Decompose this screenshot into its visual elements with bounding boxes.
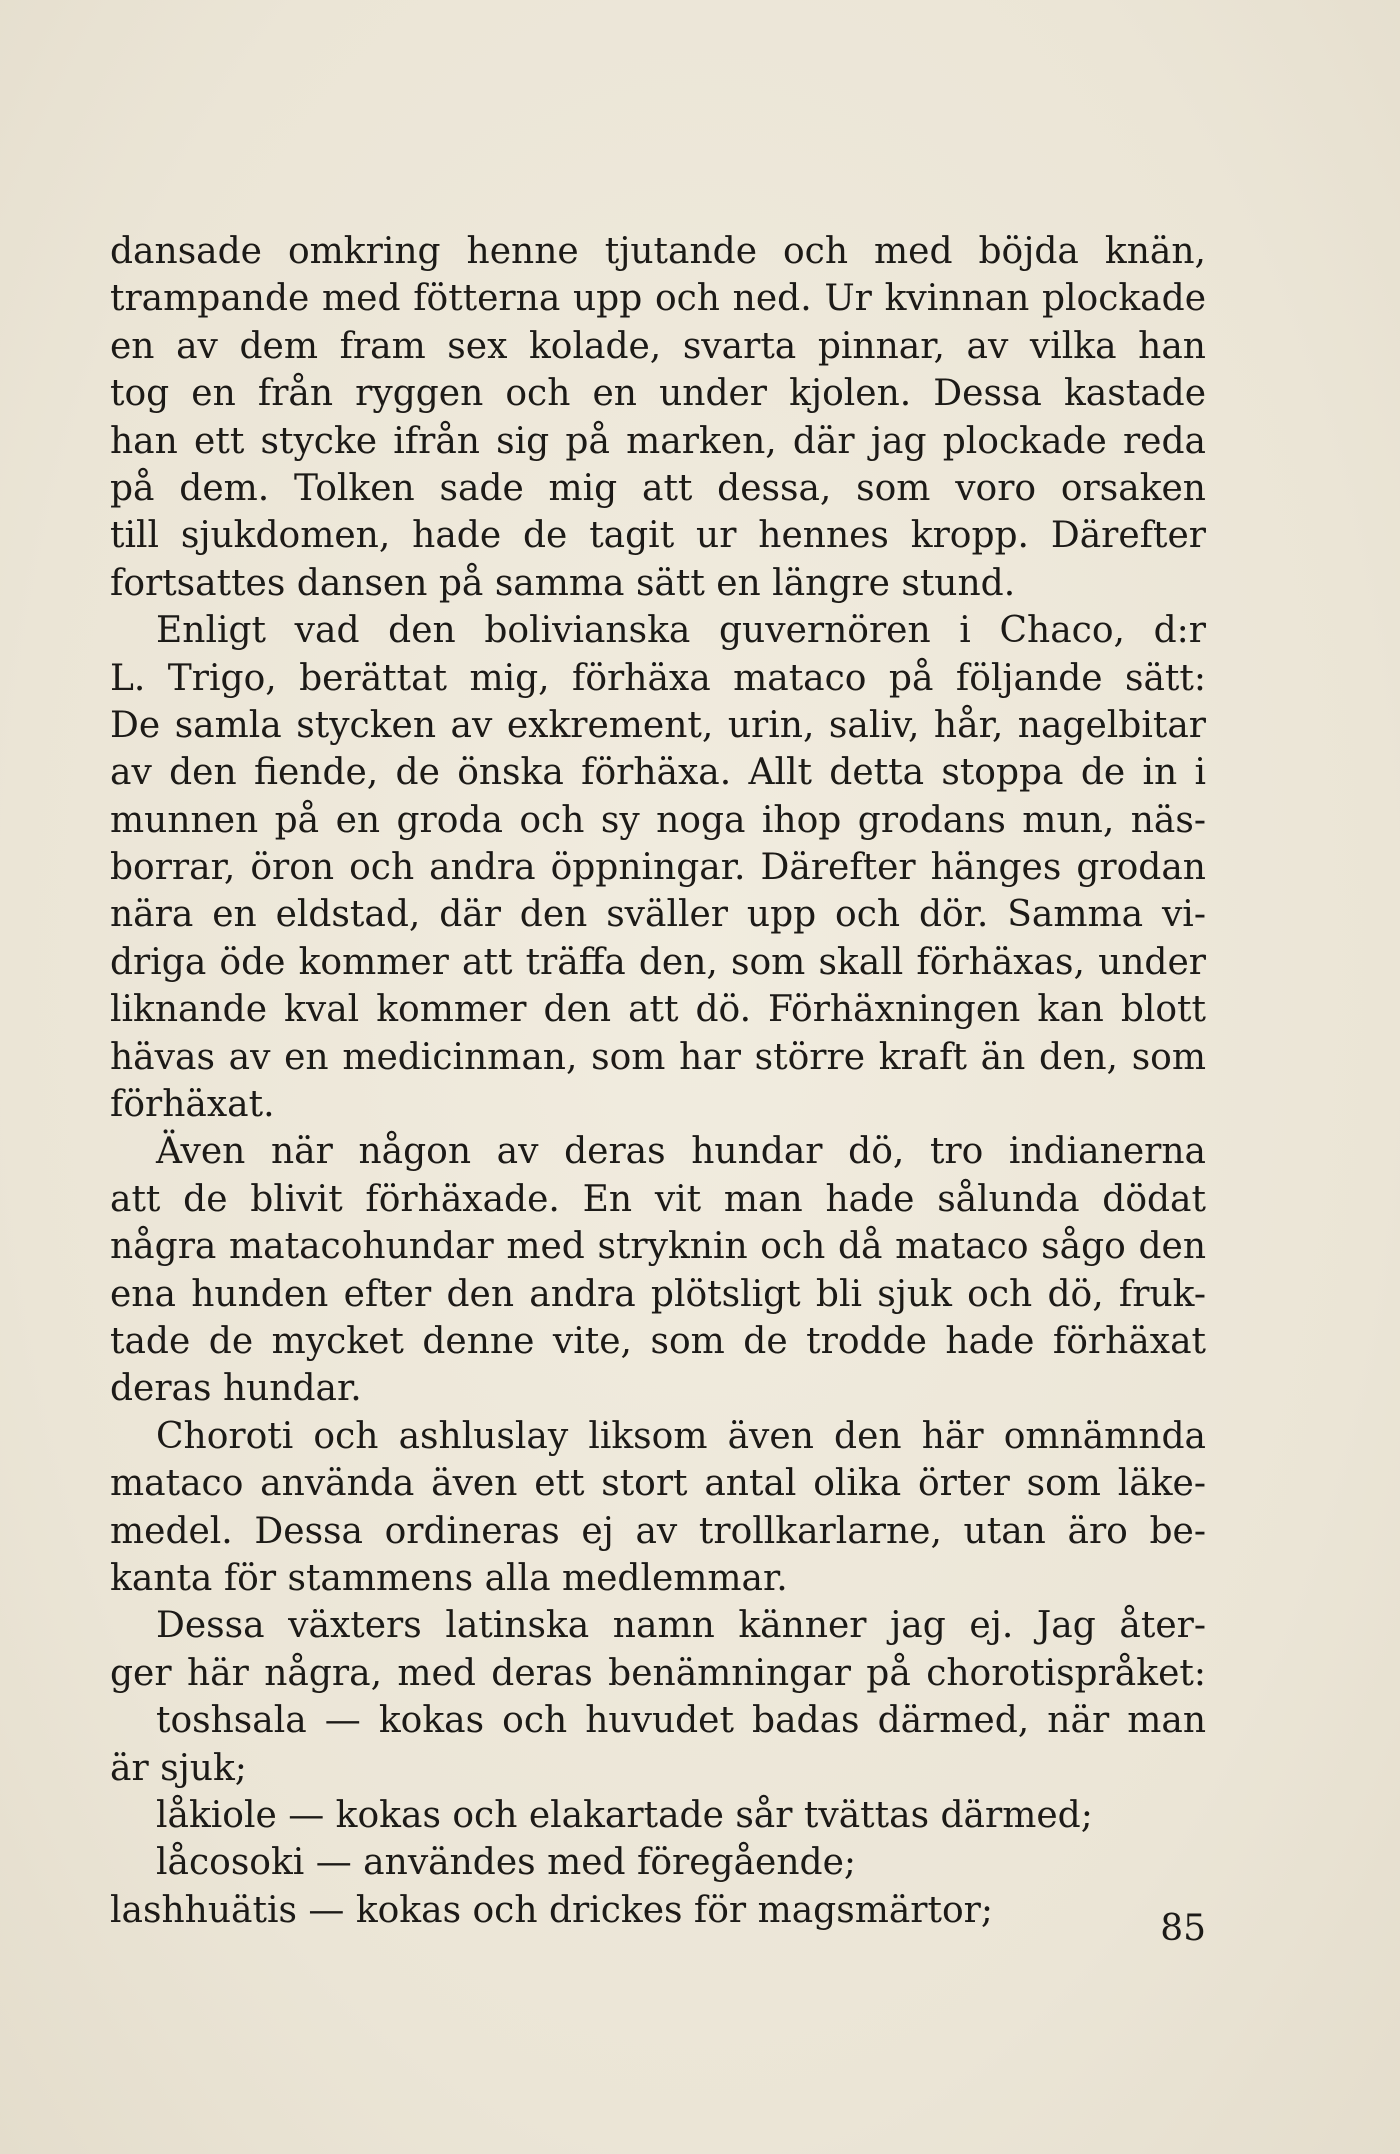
list-entry-line: låkiole — kokas och elakartade sår tvättas därmed;: [156, 1794, 1093, 1836]
text-line: en av dem fram sex kolade, svarta pinnar, av vilka han: [110, 325, 1206, 367]
text-line: medel. Dessa ordineras ej av trollkarlarne, utan äro be-: [110, 1510, 1206, 1552]
text-line: liknande kval kommer den att dö. Förhäxningen kan blott: [110, 989, 1206, 1031]
text-line: fortsattes dansen på samma sätt en längre stund.: [110, 562, 1016, 604]
list-entry-line: låcosoki — användes med föregående;: [156, 1842, 856, 1884]
list-entry-line: toshsala — kokas och huvudet badas därmed, när man: [156, 1700, 1206, 1742]
list-entry-line: lashhuätis — kokas och drickes för magsmärtor;: [110, 1889, 993, 1931]
text-line: driga öde kommer att träffa den, som skall förhäxas, under: [110, 941, 1206, 983]
text-line: mataco använda även ett stort antal olika örter som läke-: [110, 1463, 1206, 1505]
paragraph-start-line: Choroti och ashluslay liksom även den här omnämnda: [156, 1415, 1206, 1457]
text-line: trampande med fötterna upp och ned. Ur kvinnan plockade: [110, 278, 1206, 320]
text-line: ena hunden efter den andra plötsligt bli sjuk och dö, fruk-: [110, 1273, 1206, 1315]
text-line: tog en från ryggen och en under kjolen. Dessa kastade: [110, 373, 1206, 415]
paragraph-start-line: Enligt vad den bolivianska guvernören i Chaco, d:r: [156, 610, 1206, 652]
text-line: dansade omkring henne tjutande och med böjda knän,: [110, 231, 1206, 272]
text-line: av den fiende, de önska förhäxa. Allt detta stoppa de in i: [110, 752, 1206, 794]
text-line: förhäxat.: [110, 1084, 275, 1126]
text-line: ger här några, med deras benämningar på chorotispråket:: [110, 1652, 1206, 1694]
paragraph-start-line: Även när någon av deras hundar dö, tro indianerna: [156, 1131, 1206, 1173]
body-text: [110, 228, 1206, 1934]
text-line: på dem. Tolken sade mig att dessa, som voro orsaken: [110, 467, 1206, 509]
text-line: deras hundar.: [110, 1368, 362, 1410]
text-line: att de blivit förhäxade. En vit man hade sålunda dödat: [110, 1178, 1206, 1220]
text-line: nära en eldstad, där den sväller upp och dör. Samma vi-: [110, 894, 1206, 936]
text-line: hävas av en medicinman, som har större kraft än den, som: [110, 1036, 1206, 1078]
page-number: 85: [1160, 1908, 1206, 1949]
text-line: L. Trigo, berättat mig, förhäxa mataco på följande sätt:: [110, 657, 1206, 699]
text-line: tade de mycket denne vite, som de trodde hade förhäxat: [110, 1320, 1206, 1362]
paragraph-start-line: Dessa växters latinska namn känner jag ej. Jag åter-: [156, 1605, 1206, 1647]
text-line: munnen på en groda och sy noga ihop grodans mun, näs-: [110, 799, 1206, 841]
text-line: han ett stycke ifrån sig på marken, där jag plockade reda: [110, 420, 1206, 462]
text-line: kanta för stammens alla medlemmar.: [110, 1557, 788, 1599]
text-line: borrar, öron och andra öppningar. Därefter hänges grodan: [110, 847, 1206, 889]
text-line: några matacohundar med stryknin och då mataco sågo den: [110, 1226, 1206, 1268]
text-line: till sjukdomen, hade de tagit ur hennes kropp. Därefter: [110, 515, 1206, 557]
text-line: är sjuk;: [110, 1747, 247, 1789]
text-line: De samla stycken av exkrement, urin, saliv, hår, nagelbitar: [110, 704, 1206, 746]
